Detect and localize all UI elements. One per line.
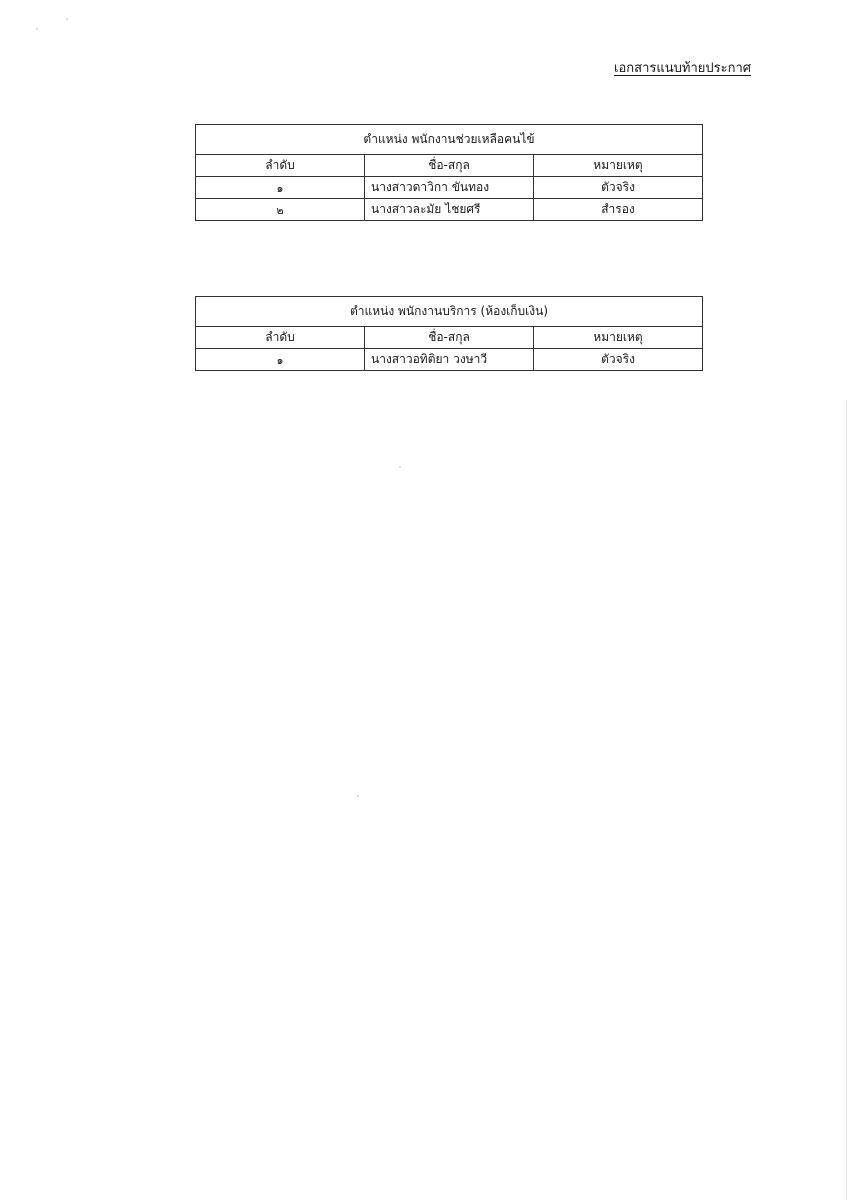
- table-header-row: [196, 327, 703, 349]
- table-title: ตำแหน่ง พนักงานช่วยเหลือคนไข้: [196, 125, 703, 155]
- scan-speck: [357, 795, 359, 797]
- row-remark: ตัวจริง: [534, 177, 703, 199]
- scan-speck: [399, 466, 401, 468]
- row-name: นางสาวละมัย ไชยศรี: [365, 199, 534, 221]
- position-table-cashier-service: [195, 296, 703, 371]
- header-name: ชื่อ-สกุล: [365, 327, 534, 349]
- scan-edge-line: [846, 400, 847, 1200]
- row-remark: ตัวจริง: [534, 349, 703, 371]
- header-name: ชื่อ-สกุล: [365, 155, 534, 177]
- table-title-row: [196, 297, 703, 327]
- table-row: [196, 349, 703, 371]
- row-name: นางสาวอทิติยา วงษาวี: [365, 349, 534, 371]
- row-order: ๑: [196, 177, 365, 199]
- scan-speck: [36, 28, 38, 30]
- row-name: นางสาวดาวิกา ขันทอง: [365, 177, 534, 199]
- header-remark: หมายเหตุ: [534, 327, 703, 349]
- header-order: ลำดับ: [196, 327, 365, 349]
- table-row: [196, 177, 703, 199]
- row-order: ๑: [196, 349, 365, 371]
- table-title: ตำแหน่ง พนักงานบริการ (ห้องเก็บเงิน): [196, 297, 703, 327]
- attachment-note: เอกสารแนบท้ายประกาศ: [614, 61, 751, 76]
- table-row: [196, 199, 703, 221]
- table-title-row: [196, 125, 703, 155]
- row-order: ๒: [196, 199, 365, 221]
- position-table-patient-assistant: [195, 124, 703, 221]
- header-remark: หมายเหตุ: [534, 155, 703, 177]
- row-remark: สำรอง: [534, 199, 703, 221]
- scan-speck: [66, 18, 68, 20]
- header-order: ลำดับ: [196, 155, 365, 177]
- table-header-row: [196, 155, 703, 177]
